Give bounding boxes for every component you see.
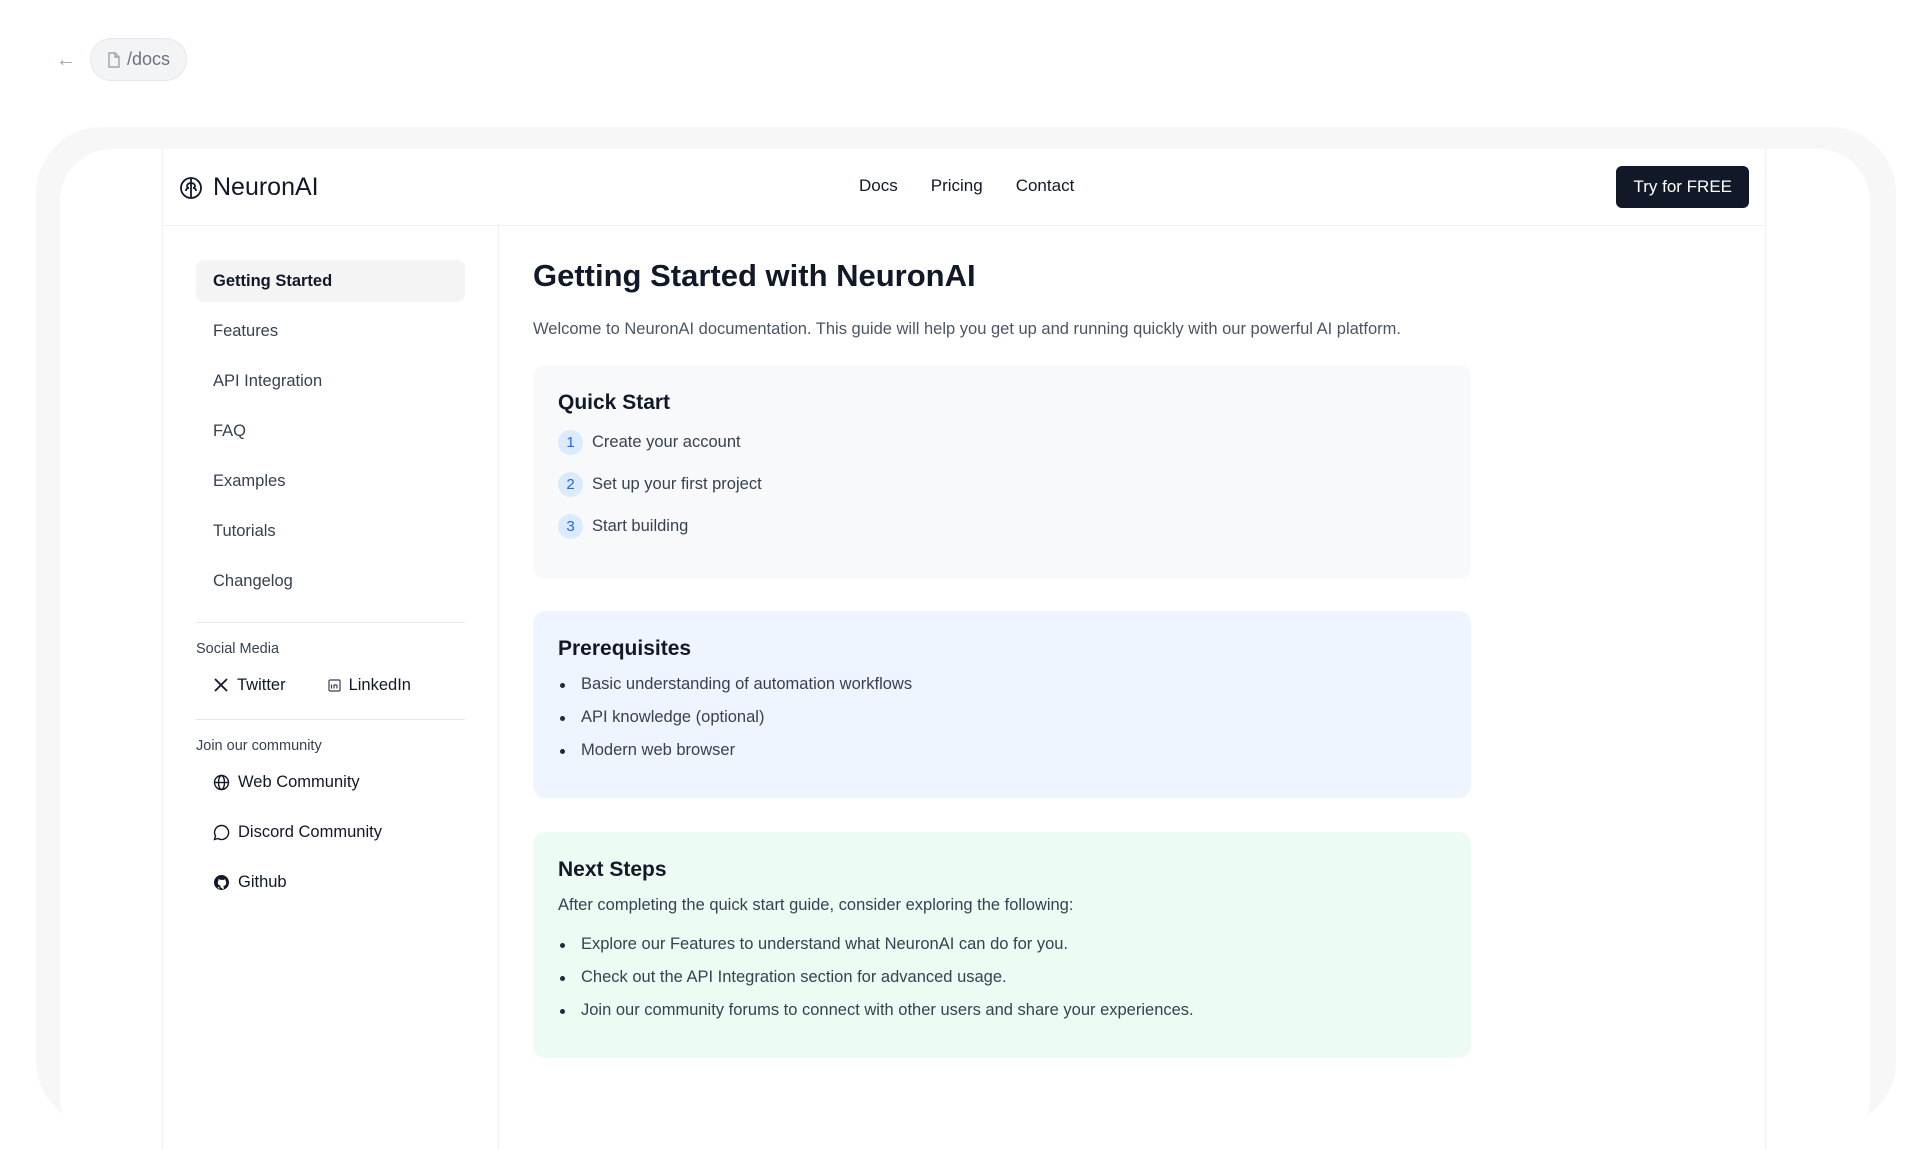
- twitter-label: Twitter: [237, 675, 286, 694]
- path-text: /docs: [127, 49, 171, 69]
- brand-name: NeuronAI: [213, 173, 319, 201]
- github-label: Github: [238, 872, 287, 891]
- file-icon: [107, 52, 121, 68]
- community-links: [196, 768, 465, 896]
- intro-text: Welcome to NeuronAI documentation. This guide will help you get up and running quickly with our powerful AI platform.: [533, 320, 1401, 338]
- try-free-button[interactable]: Try for FREE: [1616, 166, 1749, 208]
- list-item: Modern web browser: [558, 741, 1446, 763]
- community-heading: Join our community: [196, 738, 322, 754]
- discord-community-label: Discord Community: [238, 822, 382, 841]
- list-item: Check out the API Integration section for advanced usage.: [558, 968, 1446, 990]
- brain-icon: [179, 176, 203, 200]
- prerequisites-list: [558, 675, 1446, 763]
- x-icon: [213, 677, 229, 693]
- step-number-badge: 3: [558, 514, 583, 539]
- step-number-badge: 1: [558, 430, 583, 455]
- sidebar-item-getting-started[interactable]: Getting Started: [196, 260, 465, 302]
- sidebar-item-api-integration[interactable]: API Integration: [213, 372, 323, 390]
- main-nav: [859, 176, 1074, 196]
- sidebar-item-changelog[interactable]: Changelog: [213, 572, 293, 590]
- linkedin-label: LinkedIn: [348, 675, 411, 694]
- globe-icon: [213, 774, 230, 791]
- next-steps-list: [558, 935, 1446, 1023]
- social-media-heading: Social Media: [196, 641, 280, 657]
- list-item: Basic understanding of automation workflows: [558, 675, 1446, 697]
- linkedin-icon: [328, 679, 341, 692]
- web-community-link[interactable]: [196, 768, 465, 796]
- quick-start-card: [533, 365, 1471, 579]
- next-steps-card: [533, 832, 1471, 1058]
- step-item: [558, 513, 1446, 539]
- frame-inner: [60, 149, 1870, 1149]
- path-pill[interactable]: [90, 38, 187, 81]
- github-icon: [213, 874, 230, 891]
- step-text: Set up your first project: [592, 474, 762, 493]
- docs-main: [533, 226, 1471, 1058]
- list-item: API knowledge (optional): [558, 708, 1446, 730]
- nav-pricing[interactable]: Pricing: [930, 176, 983, 195]
- github-link[interactable]: [196, 868, 465, 896]
- twitter-link[interactable]: [213, 671, 286, 699]
- sidebar-divider: [196, 622, 465, 623]
- sidebar-item-tutorials[interactable]: Tutorials: [213, 522, 276, 540]
- prerequisites-title: Prerequisites: [558, 637, 692, 660]
- discord-community-link[interactable]: [196, 818, 465, 846]
- step-item: [558, 471, 1446, 497]
- page-title: Getting Started with NeuronAI: [533, 258, 976, 293]
- sidebar-item-features[interactable]: Features: [213, 322, 279, 340]
- web-community-label: Web Community: [238, 772, 360, 791]
- next-steps-intro: After completing the quick start guide, consider exploring the following:: [558, 896, 1074, 914]
- docs-sidebar: [163, 226, 499, 1149]
- step-text: Start building: [592, 516, 689, 535]
- sidebar-item-faq[interactable]: FAQ: [213, 422, 247, 440]
- step-number-badge: 2: [558, 472, 583, 497]
- back-arrow-icon[interactable]: ←: [56, 48, 76, 71]
- social-links: [196, 671, 465, 699]
- linkedin-link[interactable]: [328, 671, 411, 699]
- nav-contact[interactable]: Contact: [1015, 176, 1075, 195]
- nav-docs[interactable]: Docs: [859, 176, 898, 195]
- list-item: Join our community forums to connect with other users and share your experiences.: [558, 1001, 1446, 1023]
- sidebar-item-examples[interactable]: Examples: [213, 472, 286, 490]
- list-item: Explore our Features to understand what NeuronAI can do for you.: [558, 935, 1446, 957]
- sidebar-divider: [196, 719, 465, 720]
- chat-bubble-icon: [213, 824, 230, 841]
- prerequisites-card: [533, 611, 1471, 798]
- next-steps-title: Next Steps: [558, 858, 667, 881]
- brand-logo[interactable]: [179, 173, 319, 202]
- browser-topbar: [56, 38, 187, 81]
- content-column: [162, 149, 1766, 1149]
- step-item: [558, 429, 1446, 455]
- quick-start-title: Quick Start: [558, 391, 671, 414]
- step-text: Create your account: [592, 432, 741, 451]
